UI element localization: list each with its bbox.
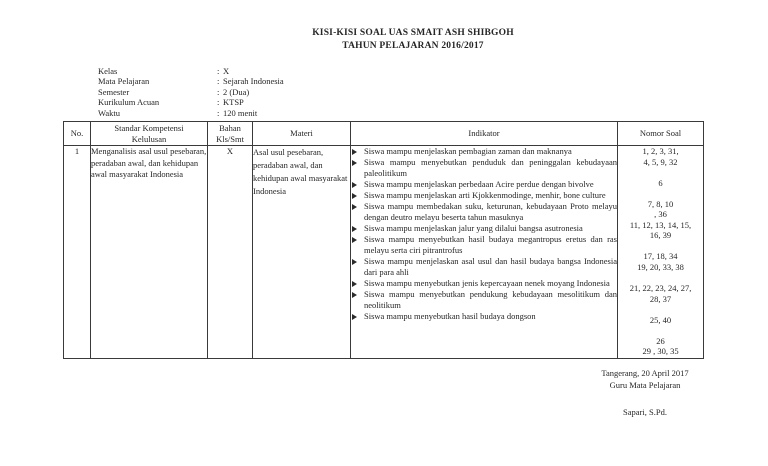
signature-place-date: Tangerang, 20 April 2017 <box>601 368 689 378</box>
nomor-soal-line: 1, 2, 3, 31, <box>642 146 679 156</box>
col-header-bahan <box>208 122 253 146</box>
meta-row <box>98 66 284 76</box>
indicator-item <box>351 157 617 179</box>
arrowhead-right-icon <box>352 314 357 320</box>
nomor-soal-line: 4, 5, 9, 32 <box>643 156 678 167</box>
nomor-soal-line <box>618 325 703 336</box>
meta-block <box>98 66 284 118</box>
cell-bahan-kls-smt: X <box>208 146 253 359</box>
col-header-skl-line2: Kelulusan <box>131 133 167 144</box>
nomor-soal-list <box>618 146 703 357</box>
indicator-item <box>351 256 617 278</box>
col-header-materi-label: Materi <box>290 128 313 139</box>
nomor-soal-line: 29 , 30, 35 <box>642 346 679 357</box>
document-title <box>58 27 768 53</box>
indicator-item <box>351 190 617 201</box>
nomor-soal-line: 19, 20, 33, 38 <box>637 262 684 273</box>
signature-block <box>559 367 731 418</box>
meta-value: Sejarah Indonesia <box>223 76 284 87</box>
arrowhead-right-icon <box>352 226 357 232</box>
meta-row <box>98 87 284 97</box>
meta-colon: : <box>217 86 220 97</box>
meta-colon: : <box>217 107 220 118</box>
indicator-item <box>351 278 617 289</box>
col-header-no <box>64 122 91 146</box>
indicator-item <box>351 201 617 223</box>
col-header-no-label: No. <box>70 128 84 139</box>
cell-standar-kompetensi: Menganalisis asal usul pesebaran, peradaban awal, dan kehidupan awal masyarakat Indonesia <box>91 146 208 359</box>
indicator-text: Siswa mampu menyebutkan jenis kepercayaan nenek moyang Indonesia <box>364 278 610 288</box>
indicator-text: Siswa mampu menyebutkan hasil budaya megantropus eretus dan ras melayu serta ciri pitrantrofus <box>364 234 617 255</box>
indicator-text: Siswa mampu menyebutkan hasil budaya dongson <box>364 311 536 321</box>
indicator-item <box>351 234 617 256</box>
arrowhead-right-icon <box>352 281 357 287</box>
kisi-kisi-table <box>63 121 704 359</box>
nomor-soal-line: 26 <box>656 335 665 346</box>
cell-indikator <box>351 146 618 359</box>
col-header-materi <box>253 122 351 146</box>
nomor-soal-line <box>618 241 703 252</box>
table-row <box>64 146 704 359</box>
indicator-text: Siswa mampu menjelaskan pembagian zaman dan maknanya <box>364 146 572 156</box>
arrowhead-right-icon <box>352 292 357 298</box>
meta-value: X <box>223 66 230 76</box>
col-header-nomor-soal-label: Nomor Soal <box>639 128 682 139</box>
meta-value: KTSP <box>223 97 244 108</box>
arrowhead-right-icon <box>352 160 357 166</box>
meta-colon: : <box>217 66 220 76</box>
col-header-skl-line1: Standar Kompetensi <box>114 123 184 133</box>
indicator-list <box>351 146 617 322</box>
nomor-soal-line <box>618 304 703 315</box>
title-line-1: KISI-KISI SOAL UAS SMAIT ASH SHIBGOH <box>312 28 514 38</box>
indicator-text: Siswa mampu menyebutkan penduduk dan peninggalan kebudayaan paleolitikum <box>364 157 617 178</box>
indicator-item <box>351 146 617 157</box>
indicator-text: Siswa mampu menjelaskan arti Kjokkenmodinge, menhir, bone culture <box>364 190 606 200</box>
meta-label: Mata Pelajaran <box>98 76 150 87</box>
meta-row <box>98 108 284 118</box>
nomor-soal-line: 6 <box>658 177 663 188</box>
indicator-item <box>351 223 617 234</box>
meta-colon: : <box>217 97 220 108</box>
arrowhead-right-icon <box>352 204 357 210</box>
indicator-text: Siswa mampu membedakan suku, keturunan, kebudayaan Proto melayu dengan deutro melayu beserta tahun masuknya <box>364 201 617 222</box>
nomor-soal-line: 7, 8, 10 <box>647 198 674 209</box>
signature-name: Sapari, S.Pd. <box>623 407 667 417</box>
nomor-soal-line: 25, 40 <box>649 314 672 325</box>
arrowhead-right-icon <box>352 193 357 199</box>
nomor-soal-line <box>618 188 703 199</box>
indicator-text: Siswa mampu menjelaskan asal usul dan hasil budaya bangsa Indonesia dari para ahli <box>364 256 617 277</box>
title-line-2: TAHUN PELAJARAN 2016/2017 <box>342 41 484 51</box>
meta-colon: : <box>217 76 220 87</box>
nomor-soal-line: 17, 18, 34 <box>643 251 678 262</box>
meta-label: Kelas <box>98 66 118 76</box>
arrowhead-right-icon <box>352 259 357 265</box>
indicator-text: Siswa mampu menjelaskan perbedaan Acire perdue dengan bivolve <box>364 179 594 189</box>
arrowhead-right-icon <box>352 149 357 155</box>
col-header-nomor-soal <box>618 122 704 146</box>
arrowhead-right-icon <box>352 237 357 243</box>
meta-row <box>98 97 284 107</box>
col-header-bahan-line1: Bahan <box>219 123 241 133</box>
signature-role: Guru Mata Pelajaran <box>609 380 681 390</box>
meta-value: 2 (Dua) <box>223 86 250 97</box>
indicator-text: Siswa mampu menjelaskan jalur yang dilalui bangsa asutronesia <box>364 223 583 233</box>
indicator-item <box>351 289 617 311</box>
nomor-soal-line: 28, 37 <box>649 293 672 304</box>
nomor-soal-line: 11, 12, 13, 14, 15, <box>629 219 692 230</box>
meta-row <box>98 76 284 86</box>
col-header-bahan-line2: Kls/Smt <box>216 133 244 144</box>
meta-value: 120 menit <box>223 107 258 118</box>
arrowhead-right-icon <box>352 182 357 188</box>
nomor-soal-line: 16, 39 <box>649 230 672 241</box>
col-header-indikator-label: Indikator <box>468 128 500 139</box>
indicator-item <box>351 179 617 190</box>
cell-nomor-soal <box>618 146 704 359</box>
nomor-soal-line <box>618 273 703 284</box>
meta-label: Kurikulum Acuan <box>98 97 160 108</box>
col-header-standar-kompetensi <box>91 122 208 146</box>
nomor-soal-line <box>618 167 703 178</box>
meta-label: Waktu <box>98 107 120 118</box>
indicator-item <box>351 311 617 322</box>
nomor-soal-line: 21, 22, 23, 24, 27, <box>629 283 692 294</box>
cell-materi: Asal usul pesebaran, peradaban awal, dan kehidupan awal masyarakat Indonesia <box>253 146 351 359</box>
col-header-indikator <box>351 122 618 146</box>
cell-no: 1 <box>64 146 91 359</box>
indicator-text: Siswa mampu menyebutkan pendukung kebudayaan mesolitikum dan neolitikum <box>364 289 617 310</box>
table-header-row <box>64 122 704 146</box>
meta-label: Semester <box>98 86 130 97</box>
nomor-soal-line: , 36 <box>654 209 667 220</box>
